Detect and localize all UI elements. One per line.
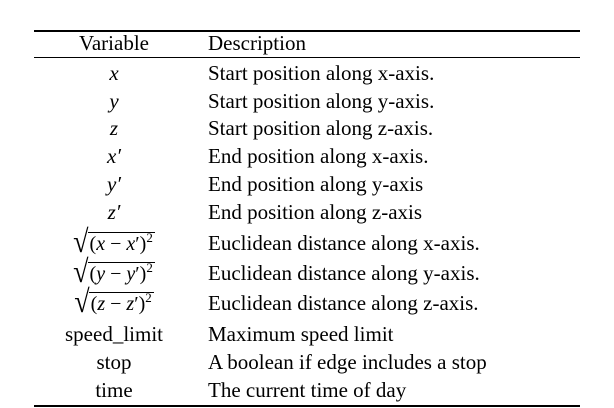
variable-cell: z′ [107, 199, 121, 224]
variable-cell: x [109, 60, 119, 85]
sqrt-expression: √ $(z - z')^2$ [74, 284, 152, 321]
description-cell: Start position along x-axis. [208, 60, 435, 85]
variable-cell [34, 284, 194, 321]
table-row [34, 114, 580, 142]
table-row [34, 59, 580, 87]
table-row [34, 142, 580, 170]
variable-cell: stop [96, 349, 132, 374]
description-cell: Euclidean distance along x-axis. [208, 230, 480, 255]
table-row [34, 254, 580, 291]
table-row [34, 87, 580, 115]
description-cell: A boolean if edge includes a stop [208, 349, 487, 374]
variable-cell: z [109, 115, 119, 140]
variable-cell: speed_limit [65, 321, 163, 346]
variable-cell [34, 254, 194, 291]
description-cell: End position along y-axis [208, 171, 424, 196]
header-description: Description [208, 31, 306, 55]
variable-cell: y′ [107, 171, 121, 196]
variable-cell: y [109, 88, 119, 113]
variable-cell [34, 224, 194, 261]
description-cell: End position along z-axis [208, 199, 423, 224]
variable-cell: time [95, 377, 133, 402]
description-cell: Start position along z-axis. [208, 115, 434, 140]
table-row [34, 198, 580, 226]
description-cell: Start position along y-axis. [208, 88, 435, 113]
description-cell: Euclidean distance along z-axis. [208, 290, 479, 315]
description-cell: Euclidean distance along y-axis. [208, 260, 480, 285]
variable-cell: x′ [107, 143, 121, 168]
description-cell: End position along x-axis. [208, 143, 429, 168]
sqrt-expression: √ $(x - x')^2$ [73, 224, 153, 261]
description-cell: The current time of day [208, 377, 407, 402]
table-row [34, 376, 580, 404]
table-row [34, 320, 580, 348]
table-row [34, 348, 580, 376]
header-rule [34, 57, 580, 58]
table-row [34, 224, 580, 261]
description-cell: Maximum speed limit [208, 321, 394, 346]
table-row [34, 284, 580, 321]
header-variable: Variable [79, 31, 149, 55]
table-row [34, 170, 580, 198]
sqrt-expression: √ $(y - y')^2$ [73, 254, 153, 291]
bottom-rule [34, 405, 580, 407]
